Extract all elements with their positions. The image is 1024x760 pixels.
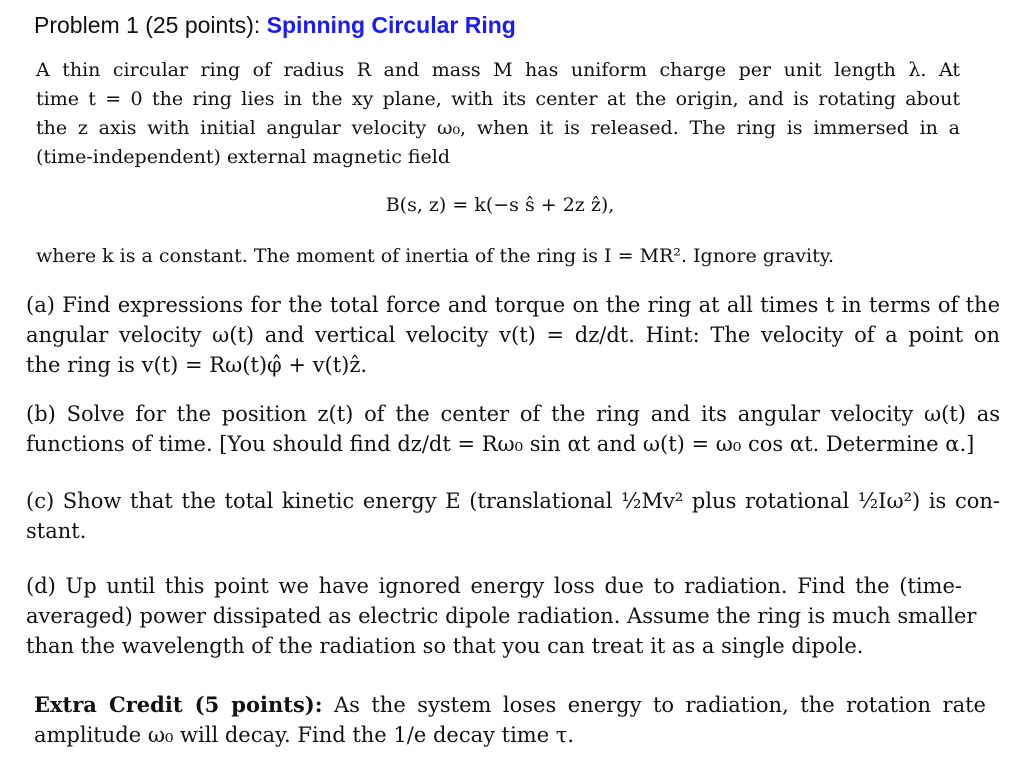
intro-line: (time-independent) external magnetic field	[36, 146, 451, 168]
extra-credit-line: amplitude ω₀ will decay. Find the 1/e decay time τ.	[34, 723, 575, 747]
intro-line: time t = 0 the ring lies in the xy plane, with its center at the origin, and is rotating about	[36, 88, 960, 110]
extra-credit	[34, 690, 986, 750]
where-line: where k is a constant. The moment of inertia of the ring is I = MR². Ignore gravity.	[36, 245, 834, 267]
extra-credit-line	[34, 690, 986, 720]
problem-name: Spinning Circular Ring	[266, 12, 516, 38]
part-c	[26, 486, 1000, 546]
part-a-line: angular velocity ω(t) and vertical velocity v(t) = dz/dt. Hint: The velocity of a point on	[26, 323, 1000, 347]
part-b-line: functions of time. [You should find dz/dt = Rω₀ sin αt and ω(t) = ω₀ cos αt. Determine α.]	[26, 432, 975, 456]
field-equation: B(s, z) = k(−s ŝ + 2z ẑ),	[385, 194, 615, 216]
part-d-line: averaged) power dissipated as electric dipole radiation. Assume the ring is much smaller	[26, 604, 977, 628]
intro-paragraph	[36, 56, 960, 172]
part-b	[26, 399, 1000, 459]
intro-line: the z axis with initial angular velocity ω₀, when it is released. The ring is immersed in a	[36, 117, 960, 139]
part-d	[26, 571, 977, 661]
part-c-line: stant.	[26, 519, 87, 543]
part-d-line: than the wavelength of the radiation so that you can treat it as a single dipole.	[26, 634, 864, 658]
intro-line: A thin circular ring of radius R and mass M has uniform charge per unit length λ. At	[36, 59, 960, 81]
part-d-line: (d) Up until this point we have ignored energy loss due to radiation. Find the (time-	[26, 574, 962, 598]
extra-credit-text: As the system loses energy to radiation, the rotation rate	[333, 693, 986, 717]
part-a-line: (a) Find expressions for the total force and torque on the ring at all times t in terms of the	[26, 293, 1000, 317]
part-c-line: (c) Show that the total kinetic energy E (translational ½Mv² plus rotational ½Iω²) is con-	[26, 489, 1000, 513]
part-a-line: the ring is v(t) = Rω(t)φ̂ + v(t)ẑ.	[26, 353, 368, 377]
problem-label: Problem 1 (25 points):	[34, 12, 261, 38]
problem-title	[34, 12, 516, 39]
part-a	[26, 290, 1000, 380]
extra-credit-label: Extra Credit (5 points):	[34, 692, 323, 717]
part-b-line: (b) Solve for the position z(t) of the center of the ring and its angular velocity ω(t) as	[26, 402, 1000, 426]
